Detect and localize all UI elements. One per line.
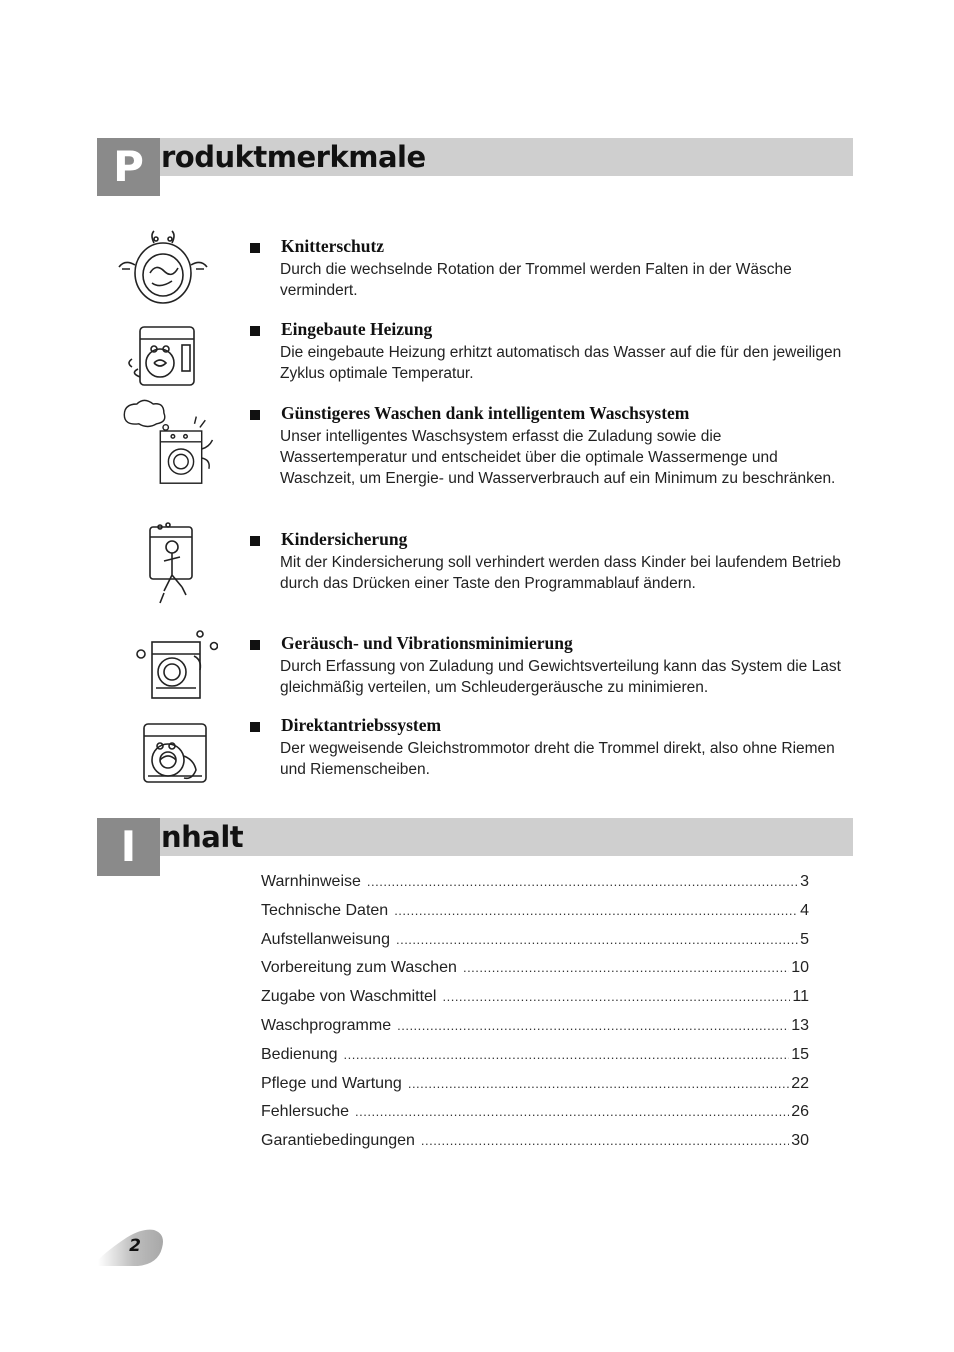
direct-drive-washer-icon <box>108 715 218 805</box>
section-header-features <box>97 138 853 191</box>
toc-label: Pflege und Wartung <box>261 1074 402 1092</box>
feature-description: Unser intelligentes Waschsystem erfasst die Zuladung sowie die Wassertemperatur und entscheidet über die optimale Wassermenge und Waschzeit, um Energie- und Wasserverbrauch auf ein Minimum zu beschränken. <box>280 428 836 487</box>
toc-leader <box>344 1047 790 1062</box>
toc-page: 15 <box>791 1045 809 1063</box>
rotating-drum-icon <box>108 225 218 315</box>
toc-leader <box>355 1104 789 1119</box>
section-initial: I <box>97 818 160 876</box>
feature-description: Mit der Kindersicherung soll verhindert werden dass Kinder bei laufendem Betrieb durch das Drücken einer Taste den Programmablauf ändern. <box>280 554 841 592</box>
toc-label: Technische Daten <box>261 901 389 919</box>
thinking-washer-icon <box>108 395 218 485</box>
feature-description: Durch Erfassung von Zuladung und Gewichtsverteilung kann das System die Last gleichmäßig verteilen, um Schleudergeräusche zu minimieren. <box>280 658 841 696</box>
toc-label: Waschprogramme <box>261 1016 392 1034</box>
child-lock-icon <box>108 521 218 611</box>
toc-leader <box>367 874 798 889</box>
toc-entry[interactable] <box>261 931 809 960</box>
bullet-icon <box>250 243 260 253</box>
toc-leader <box>442 989 790 1004</box>
toc-entry[interactable] <box>261 873 809 902</box>
toc-label: Fehlersuche <box>261 1103 350 1121</box>
toc-leader <box>463 960 789 975</box>
toc-label: Bedienung <box>261 1045 338 1063</box>
toc-entry[interactable] <box>261 1075 809 1104</box>
toc-page: 30 <box>791 1132 809 1150</box>
toc-entry[interactable] <box>261 1132 809 1161</box>
toc-page: 4 <box>800 901 809 919</box>
feature-description: Der wegweisende Gleichstrommotor dreht die Trommel direkt, also ohne Riemen und Riemenscheiben. <box>280 740 835 778</box>
section-title: nhalt <box>161 820 244 854</box>
feature-title: Knitterschutz <box>281 236 385 256</box>
toc-page: 22 <box>791 1074 809 1092</box>
toc-leader <box>397 1018 789 1033</box>
toc-leader <box>396 932 798 947</box>
section-title: roduktmerkmale <box>161 140 426 174</box>
feature-title: Direktantriebssystem <box>281 715 442 735</box>
toc-page: 13 <box>791 1016 809 1034</box>
toc-page: 10 <box>791 959 809 977</box>
toc-page: 11 <box>792 988 809 1006</box>
feature-title: Eingebaute Heizung <box>281 319 433 339</box>
feature-title: Geräusch- und Vibrationsminimierung <box>281 633 573 653</box>
toc-page: 26 <box>791 1103 809 1121</box>
feature-description: Die eingebaute Heizung erhitzt automatisch das Wasser auf die für den jeweiligen Zyklus optimale Temperatur. <box>280 344 842 382</box>
toc-entry[interactable] <box>261 959 809 988</box>
feature-description: Durch die wechselnde Rotation der Trommel werden Falten in der Wäsche vermindert. <box>280 261 792 299</box>
section-initial: P <box>97 138 160 196</box>
toc-leader <box>421 1133 789 1148</box>
quiet-washer-icon <box>108 623 218 713</box>
toc-leader <box>408 1076 789 1091</box>
toc-entry[interactable] <box>261 1017 809 1046</box>
toc-entry[interactable] <box>261 1103 809 1132</box>
bullet-icon <box>250 410 260 420</box>
toc-entry[interactable] <box>261 1046 809 1075</box>
table-of-contents <box>261 873 809 1161</box>
bullet-icon <box>250 640 260 650</box>
toc-page: 3 <box>800 873 809 890</box>
section-header-contents <box>97 818 853 871</box>
feature-title: Kindersicherung <box>281 529 408 549</box>
toc-leader <box>394 903 798 918</box>
bullet-icon <box>250 326 260 336</box>
toc-label: Garantiebedingungen <box>261 1132 415 1150</box>
toc-label: Zugabe von Waschmittel <box>261 988 437 1006</box>
page-number: 2 <box>129 1236 141 1256</box>
toc-label: Aufstellanweisung <box>261 930 390 948</box>
feature-title: Günstigeres Waschen dank intelligentem Waschsystem <box>281 403 690 423</box>
toc-label: Vorbereitung zum Waschen <box>261 959 457 977</box>
toc-label: Warnhinweise <box>261 873 361 890</box>
toc-entry[interactable] <box>261 902 809 931</box>
bullet-icon <box>250 536 260 546</box>
toc-entry[interactable] <box>261 988 809 1017</box>
toc-page: 5 <box>800 930 809 948</box>
bullet-icon <box>250 722 260 732</box>
